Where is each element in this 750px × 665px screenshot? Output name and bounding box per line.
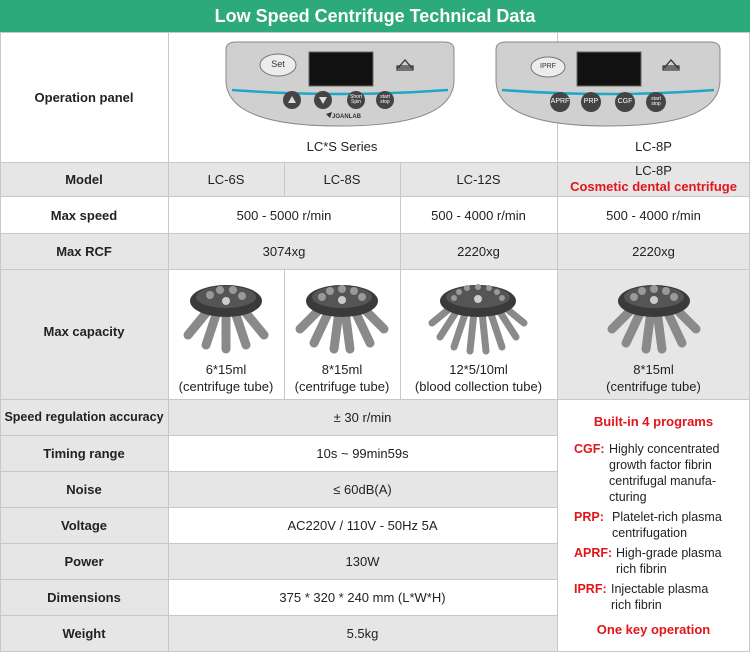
lcs-brand-logo: JOANLAB — [332, 114, 362, 120]
label-max-speed: Max speed — [50, 208, 118, 223]
model-lc8p-note: Cosmetic dental centrifuge — [570, 179, 737, 194]
capacity-lc12s-volume: 12*5/10ml — [449, 362, 508, 377]
rotor-12-image — [426, 277, 530, 357]
program-prp-key: PRP: — [574, 510, 604, 524]
lc8p-aprf-button: APRF — [550, 98, 570, 105]
model-lc12s: LC-12S — [456, 172, 501, 187]
spec-timing-range: 10s ~ 99min59s — [316, 446, 409, 461]
label-noise: Noise — [66, 482, 102, 497]
label-operation-panel: Operation panel — [34, 90, 134, 105]
label-timing-range: Timing range — [43, 446, 125, 461]
model-lc8p: LC-8P — [635, 163, 672, 178]
table-title: Low Speed Centrifuge Technical Data — [0, 0, 750, 32]
rotor-8-image — [292, 277, 392, 357]
speed-lc8p: 500 - 4000 r/min — [606, 208, 701, 223]
program-aprf-desc-1: High-grade plasma — [616, 546, 722, 560]
programs-footer: One key operation — [596, 622, 711, 637]
capacity-lc8s-type: (centrifuge tube) — [294, 379, 390, 394]
programs-heading: Built-in 4 programs — [593, 414, 714, 429]
lc8p-cgf-button: CGF — [617, 98, 633, 105]
label-speed-regulation: Speed regulation accuracy — [4, 410, 164, 424]
spec-voltage: AC220V / 110V - 50Hz 5A — [287, 518, 438, 533]
program-aprf-desc-2: rich fibrin — [616, 562, 667, 576]
program-cgf-desc-3: centrifugal manufa- — [609, 474, 717, 488]
program-cgf-desc-4: cturing — [609, 490, 647, 504]
capacity-lc8s-volume: 8*15ml — [321, 362, 363, 377]
label-model: Model — [65, 172, 103, 187]
label-max-capacity: Max capacity — [43, 324, 125, 339]
rotor-6-image — [176, 277, 276, 357]
label-voltage: Voltage — [61, 518, 107, 533]
capacity-lc12s-type: (blood collection tube) — [414, 379, 543, 394]
capacity-lc8p-type: (centrifuge tube) — [606, 379, 701, 394]
rotor-8p-image — [604, 277, 704, 357]
program-iprf-desc-1: Injectable plasma — [611, 582, 709, 596]
program-prp-desc-2: centrifugation — [612, 526, 688, 540]
label-max-rcf: Max RCF — [56, 244, 112, 259]
model-lc8s: LC-8S — [323, 172, 361, 187]
label-weight: Weight — [62, 626, 106, 641]
spec-speed-regulation: ± 30 r/min — [333, 410, 392, 425]
rcf-lc8p: 2220xg — [632, 244, 675, 259]
spec-weight: 5.5kg — [346, 626, 379, 641]
capacity-lc8p-volume: 8*15ml — [633, 362, 674, 377]
label-dimensions: Dimensions — [47, 590, 121, 605]
rcf-s-series: 3074xg — [262, 244, 306, 259]
rcf-lc12s: 2220xg — [457, 244, 500, 259]
capacity-lc6s-type: (centrifuge tube) — [178, 379, 274, 394]
program-prp-desc-1: Platelet-rich plasma — [612, 510, 722, 524]
program-aprf-key: APRF: — [574, 546, 613, 560]
lcs-short-spin-label: Short Spin — [350, 94, 362, 105]
lcs-control-panel — [222, 40, 458, 130]
speed-s-series: 500 - 5000 r/min — [236, 208, 332, 223]
model-lc6s: LC-6S — [207, 172, 245, 187]
capacity-lc6s-volume: 6*15ml — [205, 362, 247, 377]
spec-dimensions: 375 * 320 * 240 mm (L*W*H) — [279, 590, 446, 605]
lcs-series-caption: LC*S Series — [306, 139, 378, 154]
spec-noise: ≤ 60dB(A) — [333, 482, 392, 497]
program-iprf-key: IPRF: — [574, 582, 607, 596]
program-cgf-desc-1: Highly concentrated — [609, 442, 720, 456]
lc8p-start-stop-label: start stop — [651, 96, 661, 107]
program-cgf-key: CGF: — [574, 442, 605, 456]
lcs-start-stop-label: start stop — [380, 94, 390, 105]
lc8p-prp-button: PRP — [583, 98, 599, 105]
program-iprf-desc-2: rich fibrin — [611, 598, 662, 612]
program-cgf-desc-2: growth factor fibrin — [609, 458, 712, 472]
lcs-set-button: Set — [271, 59, 285, 69]
spec-power: 130W — [345, 554, 380, 569]
label-power: Power — [64, 554, 104, 569]
lc8p-iprf-button: IPRF — [540, 63, 556, 70]
speed-lc12s: 500 - 4000 r/min — [431, 208, 526, 223]
lc8p-caption: LC-8P — [635, 139, 672, 154]
lc8p-control-panel — [492, 40, 724, 130]
